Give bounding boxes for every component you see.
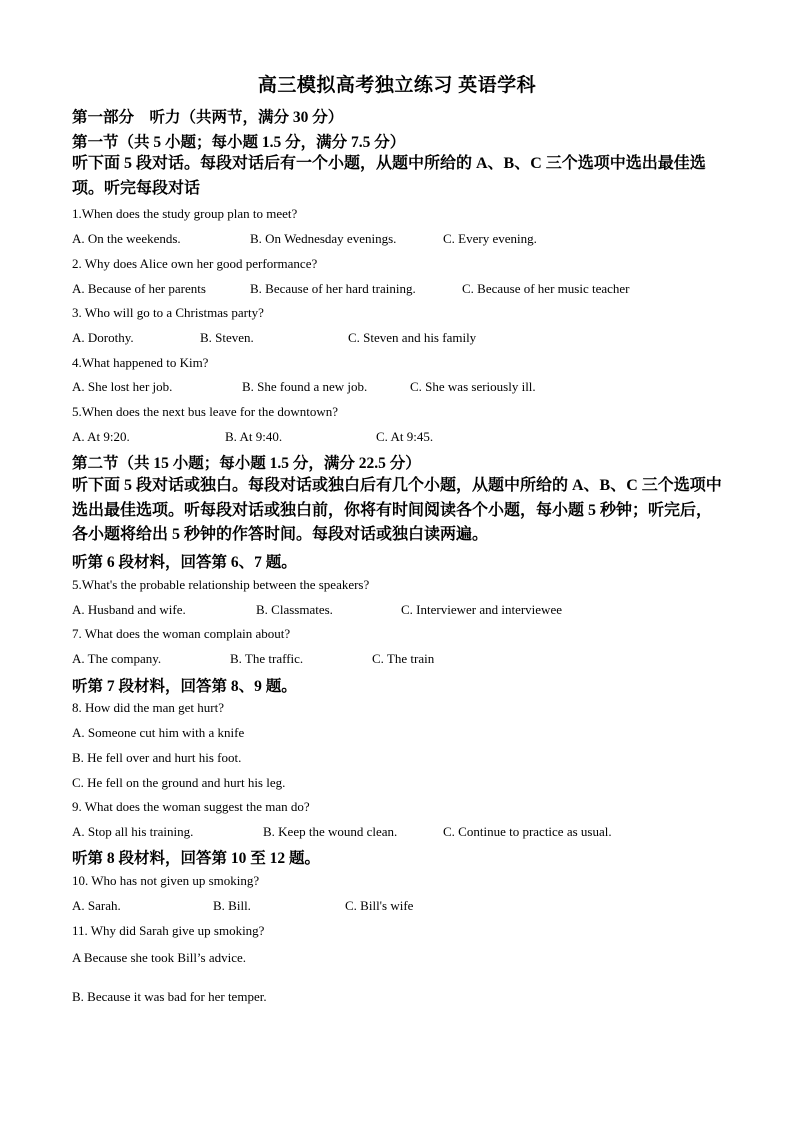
question-1: 1.When does the study group plan to meet? [72, 206, 298, 221]
q4-option-a: A. She lost her job. [72, 379, 173, 394]
q3-option-b: B. Steven. [200, 330, 254, 345]
q10-option-a: A. Sarah. [72, 898, 121, 913]
q5-option-b: B. At 9:40. [225, 429, 283, 444]
question-11: 11. Why did Sarah give up smoking? [72, 923, 265, 938]
section1-instruction: 听下面 5 段对话。每段对话后有一个小题，从题中所给的 A、B、C 三个选项中选出最佳选项。听完每段对话 [72, 155, 706, 197]
q7-option-c: C. The train [372, 651, 435, 666]
q6-option-b: B. Classmates. [256, 602, 333, 617]
part1-heading: 第一部分 听力（共两节，满分 30 分） [72, 109, 344, 126]
q9-option-a: A. Stop all his training. [72, 824, 194, 839]
q4-option-c: C. She was seriously ill. [410, 379, 536, 394]
page-title: 高三模拟高考独立练习 英语学科 [257, 75, 537, 96]
q2-option-b: B. Because of her hard training. [250, 281, 416, 296]
q3-option-a: A. Dorothy. [72, 330, 134, 345]
q6-option-a: A. Husband and wife. [72, 602, 186, 617]
question-5: 5.When does the next bus leave for the downtown? [72, 404, 339, 419]
q10-option-b: B. Bill. [213, 898, 251, 913]
question-2: 2. Why does Alice own her good performance? [72, 256, 318, 271]
question-4: 4.What happened to Kim? [72, 355, 209, 370]
section2-heading: 第二节（共 15 小题；每小题 1.5 分，满分 22.5 分） [72, 455, 421, 472]
q1-option-c: C. Every evening. [443, 231, 537, 246]
q3-option-c: C. Steven and his family [348, 330, 477, 345]
q11-option-b: B. Because it was bad for her temper. [72, 989, 267, 1004]
q6-option-c: C. Interviewer and interviewee [401, 602, 562, 617]
group6-heading: 听第 6 段材料，回答第 6、7 题。 [72, 554, 297, 571]
q8-option-a: A. Someone cut him with a knife [72, 725, 245, 740]
q5-option-a: A. At 9:20. [72, 429, 130, 444]
q11-option-a: A Because she took Bill’s advice. [72, 950, 247, 965]
question-9: 9. What does the woman suggest the man do? [72, 799, 310, 814]
q4-option-b: B. She found a new job. [242, 379, 368, 394]
q7-option-a: A. The company. [72, 651, 162, 666]
section1-heading: 第一节（共 5 小题；每小题 1.5 分，满分 7.5 分） [72, 134, 406, 151]
q2-option-c: C. Because of her music teacher [462, 281, 630, 296]
question-7: 7. What does the woman complain about? [72, 626, 291, 641]
question-3: 3. Who will go to a Christmas party? [72, 305, 264, 320]
section2-instruction: 听下面 5 段对话或独白。每段对话或独白后有几个小题，从题中所给的 A、B、C 三个选项中选出最佳选项。听每段对话或独白前，你将有时间阅读各个小题，每小题 5 秒钟；听完后，各小题将给出 5 秒钟的作答时间。每段对话或独白读两遍。 [72, 477, 722, 543]
q8-option-c: C. He fell on the ground and hurt his leg. [72, 775, 286, 790]
group8-heading: 听第 8 段材料，回答第 10 至 12 题。 [72, 850, 321, 867]
q8-option-b: B. He fell over and hurt his foot. [72, 750, 242, 765]
group7-heading: 听第 7 段材料，回答第 8、9 题。 [72, 678, 297, 695]
q9-option-c: C. Continue to practice as usual. [443, 824, 612, 839]
q9-option-b: B. Keep the wound clean. [263, 824, 398, 839]
q7-option-b: B. The traffic. [230, 651, 304, 666]
q2-option-a: A. Because of her parents [72, 281, 206, 296]
q1-option-b: B. On Wednesday evenings. [250, 231, 397, 246]
q10-option-c: C. Bill's wife [345, 898, 414, 913]
question-6: 5.What's the probable relationship between the speakers? [72, 577, 370, 592]
q1-option-a: A. On the weekends. [72, 231, 181, 246]
q5-option-c: C. At 9:45. [376, 429, 434, 444]
question-10: 10. Who has not given up smoking? [72, 873, 260, 888]
question-8: 8. How did the man get hurt? [72, 700, 224, 715]
